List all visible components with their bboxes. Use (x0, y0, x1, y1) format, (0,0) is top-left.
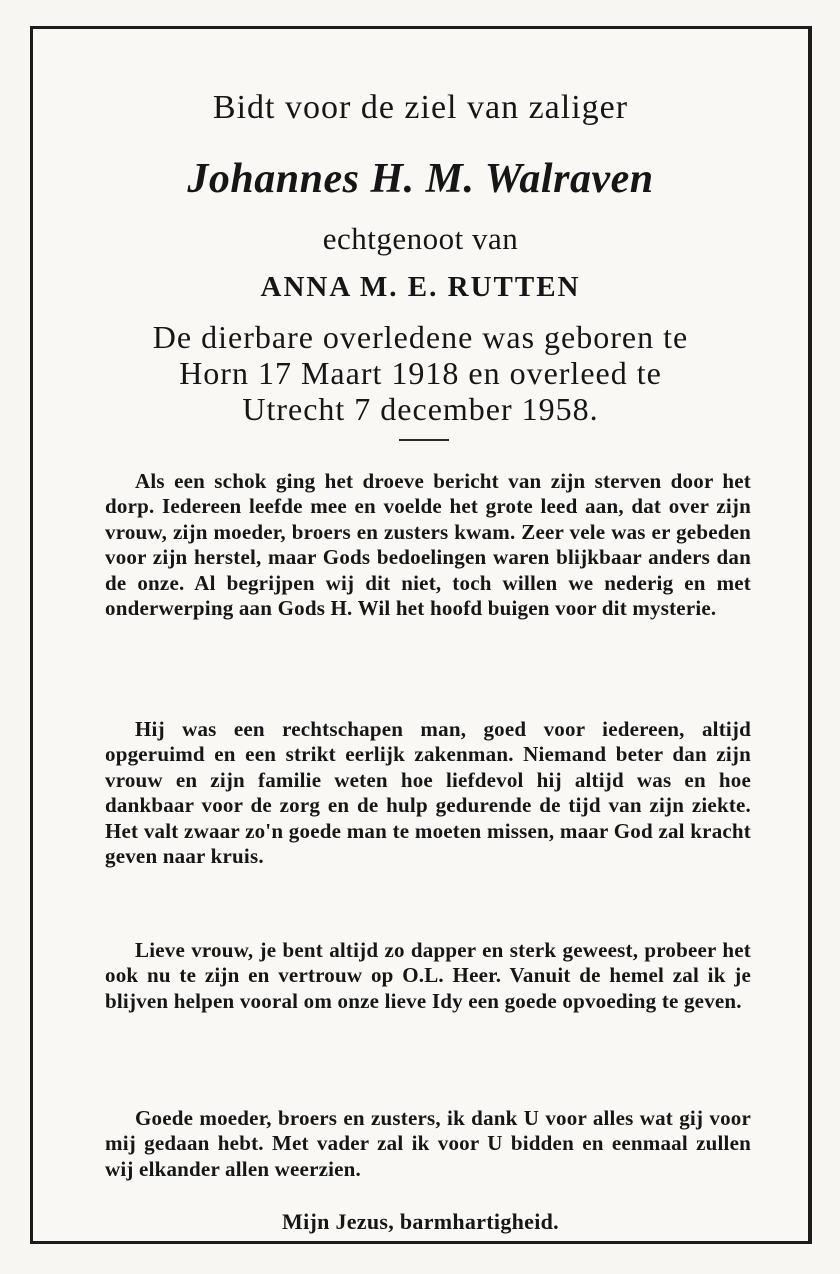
deceased-name: Johannes H. M. Walraven (187, 156, 654, 202)
paragraph (105, 938, 751, 1014)
birth-line: De dierbare overledene was geboren te (152, 319, 689, 355)
card-intro: Bidt voor de ziel van zaliger (212, 89, 629, 126)
birth-line: Horn 17 Maart 1918 en overleed te (179, 355, 662, 391)
paragraph-text: Hij was een rechtschapen man, goed voor iedereen, altijd opgeruimd en een strikt eerlijk zakenman. Niemand beter dan zijn vrouw en zijn familie weten hoe liefdevol hij altijd was en hoe dankbaar voor de zorg en de hulp gedurende de tijd van zijn ziekte. Het valt zwaar zo'n goede man te moeten missen, maar God zal kracht geven naar kruis. (105, 717, 751, 869)
paragraph-text: Als een schok ging het droeve bericht van zijn sterven door het dorp. Iedereen leefde mee en voelde het grote leed aan, dat over zijn vrouw, zijn moeder, broers en zusters kwam. Zeer vele was er gebeden voor zijn herstel, maar Gods bedoelingen waren blijkbaar anders dan de onze. Al begrijpen wij dit niet, toch willen we nederig en met onderwerping aan Gods H. Wil het hoofd buigen voor dit mysterie. (105, 469, 751, 621)
paragraph-text: Goede moeder, broers en zusters, ik dank U voor alles wat gij voor mij gedaan hebt. Met vader zal ik voor U bidden en eenmaal zullen wij elkander allen weerzien. (105, 1106, 751, 1181)
spouse-intro: echtgenoot van (322, 221, 519, 256)
birth-line: Utrecht 7 december 1958. (242, 391, 599, 427)
paragraph (105, 717, 751, 869)
divider (399, 439, 449, 441)
paragraph (105, 469, 751, 621)
paragraph-text: Lieve vrouw, je bent altijd zo dapper en sterk geweest, probeer het ook nu te zijn en vertrouw op O.L. Heer. Vanuit de hemel zal ik je blijven helpen vooral om onze lieve Idy een goede opvoeding te geven. (105, 938, 751, 1013)
paragraph (105, 1106, 751, 1182)
memorial-card (30, 26, 812, 1244)
spouse-name: ANNA M. E. RUTTEN (260, 271, 581, 303)
closing-prayer: Mijn Jezus, barmhartigheid. (282, 1209, 559, 1234)
